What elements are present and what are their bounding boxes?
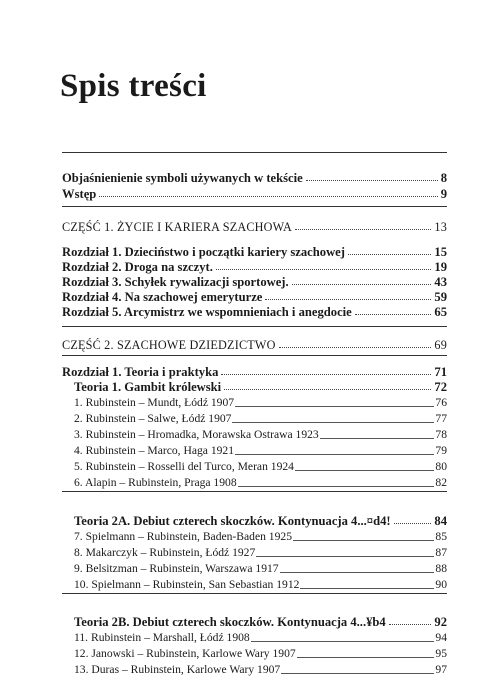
leader-line: [320, 426, 435, 439]
toc-game[interactable]: [62, 661, 447, 679]
toc-entry-page: 69: [434, 338, 447, 352]
leader-line: [297, 645, 435, 658]
toc-entry-page: 77: [435, 412, 447, 425]
toc-entry-text: Rozdział 5. Arcymistrz we wspomnieniach i anegdocie: [62, 305, 352, 319]
toc-entry-page: 72: [434, 380, 447, 394]
leader-line: [293, 528, 434, 541]
leader-line: [232, 410, 434, 423]
toc-entry-text: Teoria 2B. Debiut czterech skoczków. Kontynuacja 4...¥b4: [74, 615, 386, 629]
dot-leader: [292, 273, 432, 285]
toc-entry-text: Rozdział 4. Na szachowej emeryturze: [62, 290, 263, 304]
toc-game[interactable]: [62, 576, 447, 594]
dot-leader: [348, 243, 431, 255]
page-title: Spis treści: [60, 68, 207, 104]
toc-entry-page: 95: [435, 647, 447, 660]
leader-line: [256, 544, 434, 557]
toc-entry-text: Rozdział 1. Dzieciństwo i początki kariery szachowej: [62, 245, 345, 259]
toc-entry-text: 12. Janowski – Rubinstein, Karlowe Wary 1907: [74, 647, 296, 660]
toc-entry-text: 7. Spielmann – Rubinstein, Baden-Baden 1925: [74, 530, 292, 543]
dot-leader: [221, 363, 431, 375]
toc-entry-text: 1. Rubinstein – Mundt, Łódź 1907: [74, 396, 235, 409]
toc-entry-page: 90: [435, 578, 447, 591]
dot-leader: [295, 218, 431, 230]
toc-entry-page: 78: [435, 428, 447, 441]
toc-entry-text: 10. Spielmann – Rubinstein, San Sebastian 1912: [74, 578, 300, 591]
toc-entry-page: 15: [434, 245, 447, 259]
dot-leader: [99, 185, 437, 197]
toc-entry-text: 5. Rubinstein – Rosselli del Turco, Meran 1924: [74, 460, 294, 473]
toc-entry-page: 76: [435, 396, 447, 409]
toc-entry-page: 65: [434, 305, 447, 319]
leader-line: [300, 576, 434, 589]
toc-entry-text: 2. Rubinstein – Salwe, Łódź 1907: [74, 412, 232, 425]
toc-entry-page: 87: [435, 546, 447, 559]
dot-leader: [306, 169, 438, 181]
divider: [62, 491, 447, 492]
toc-entry-page: 85: [435, 530, 447, 543]
divider: [62, 152, 447, 153]
toc-entry-text: 6. Alapin – Rubinstein, Praga 1908: [74, 476, 237, 489]
toc-entry-text: Rozdział 2. Droga na szczyt.: [62, 260, 213, 274]
leader-line: [281, 661, 434, 674]
toc-entry-page: 80: [435, 460, 447, 473]
dot-leader: [394, 512, 432, 524]
leader-line: [235, 394, 434, 407]
toc-entry-page: 84: [434, 514, 447, 528]
toc-entry-text: Teoria 1. Gambit królewski: [74, 380, 222, 394]
toc-entry-text: 9. Belsitzman – Rubinstein, Warszawa 1917: [74, 562, 279, 575]
leader-line: [238, 474, 435, 487]
toc-entry-page: 8: [440, 171, 447, 185]
toc-entry-text: 3. Rubinstein – Hromadka, Morawska Ostrawa 1923: [74, 428, 319, 441]
toc-entry-page: 88: [435, 562, 447, 575]
toc-entry-text: Rozdział 1. Teoria i praktyka: [62, 365, 219, 379]
toc-entry-text: 8. Makarczyk – Rubinstein, Łódź 1927: [74, 546, 256, 559]
toc-entry-text: Teoria 2A. Debiut czterech skoczków. Kontynuacja 4...¤d4!: [74, 514, 391, 528]
toc-entry-page: 97: [435, 663, 447, 676]
toc-entry-text: 13. Duras – Rubinstein, Karlowe Wary 1907: [74, 663, 281, 676]
toc-entry-text: Objaśnienienie symboli używanych w tekście: [62, 171, 303, 185]
leader-line: [295, 458, 434, 471]
toc-entry-page: 9: [440, 187, 447, 201]
toc-entry-page: 82: [435, 476, 447, 489]
toc-entry-page: 94: [435, 631, 447, 644]
divider: [62, 355, 447, 356]
dot-leader: [355, 303, 432, 315]
toc-entry-page: 71: [434, 365, 447, 379]
toc-entry-page: 19: [434, 260, 447, 274]
toc-entry-text: 4. Rubinstein – Marco, Haga 1921: [74, 444, 235, 457]
toc-entry-page: 43: [434, 275, 447, 289]
toc-entry-text: Rozdział 3. Schyłek rywalizacji sportowej.: [62, 275, 289, 289]
toc-entry-wstep[interactable]: [62, 185, 447, 203]
dot-leader: [224, 378, 431, 390]
leader-line: [251, 629, 435, 642]
divider: [62, 206, 447, 207]
dot-leader: [279, 336, 432, 348]
divider: [62, 593, 447, 594]
toc-entry-page: 59: [434, 290, 447, 304]
dot-leader: [265, 288, 431, 300]
leader-line: [280, 560, 435, 573]
toc-part-heading: CZĘŚĆ 1. ŻYCIE I KARIERA SZACHOWA: [62, 220, 293, 234]
toc-entry-page: 13: [434, 220, 447, 234]
toc-game[interactable]: [62, 474, 447, 492]
leader-line: [235, 442, 434, 455]
dot-leader: [389, 613, 432, 625]
toc-part-1[interactable]: [62, 218, 447, 236]
toc-entry-page: 92: [434, 615, 447, 629]
toc-chapter[interactable]: [62, 303, 447, 321]
toc-entry-text: 11. Rubinstein – Marshall, Łódź 1908: [74, 631, 250, 644]
toc-part-2[interactable]: [62, 336, 447, 354]
toc-entry-page: 79: [435, 444, 447, 457]
toc-entry-text: Wstęp: [62, 187, 97, 201]
divider: [62, 326, 447, 327]
toc-part-heading: CZĘŚĆ 2. SZACHOWE DZIEDZICTWO: [62, 338, 276, 352]
dot-leader: [216, 258, 432, 270]
